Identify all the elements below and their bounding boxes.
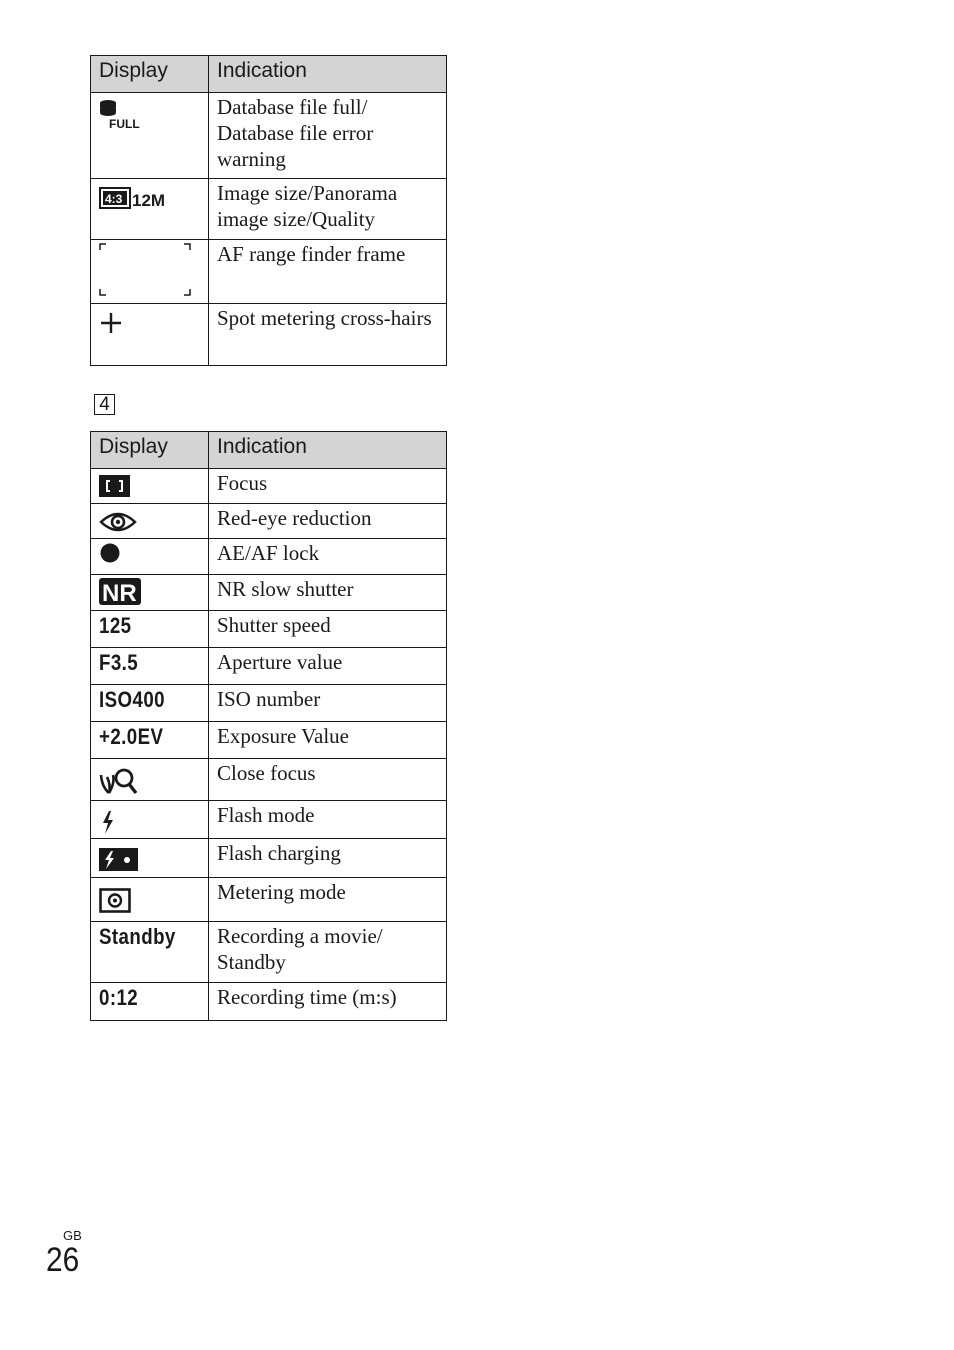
image-size-icon [99,185,169,213]
display-cell [91,648,209,685]
display-cell [91,575,209,611]
display-cell [91,240,209,304]
display-cell [91,722,209,759]
display-cell [91,922,209,983]
spot-metering-crosshair-icon [99,311,123,335]
indication-cell: Flash charging [209,839,447,878]
indication-cell: Image size/Panorama image size/Quality [209,179,447,240]
header-display: Display [91,56,209,93]
database-full-icon [99,99,145,131]
svg-text:12M: 12M [132,191,166,210]
page-number: 26 [46,1241,80,1279]
indication-cell: Spot metering cross-hairs [209,304,447,366]
flash-charging-icon [99,848,139,872]
indication-cell: Red-eye reduction [209,504,447,539]
indication-cell: Shutter speed [209,611,447,648]
table-row [91,648,447,685]
display-cell [91,839,209,878]
region-label: GB [63,1228,82,1243]
indication-cell: Close focus [209,759,447,801]
header-display: Display [91,432,209,469]
exposure-value-readout: +2.0EV [99,724,164,749]
table-row [91,539,447,575]
indication-cell: NR slow shutter [209,575,447,611]
table-row [91,469,447,504]
indication-cell: Exposure Value [209,722,447,759]
flash-icon [100,810,116,836]
table-row [91,839,447,878]
indication-cell: Recording time (m:s) [209,983,447,1021]
indication-cell: AF range finder frame [209,240,447,304]
table-row [91,504,447,539]
indicator-table-2 [90,431,447,1021]
indication-cell: AE/AF lock [209,539,447,575]
display-cell [91,983,209,1021]
indication-cell: Recording a movie/ Standby [209,922,447,983]
indication-cell: Database file full/ Database file error warning [209,93,447,179]
table-row [91,922,447,983]
display-cell [91,878,209,922]
display-cell [91,93,209,179]
display-cell [91,759,209,801]
indicator-table-1 [90,55,447,366]
display-cell [91,179,209,240]
aperture-readout: F3.5 [99,650,139,675]
table-row [91,685,447,722]
shutter-speed-readout: 125 [99,613,132,638]
svg-text:4:3: 4:3 [105,192,123,206]
indication-cell: Aperture value [209,648,447,685]
display-cell [91,611,209,648]
indication-cell: ISO number [209,685,447,722]
table-row [91,179,447,240]
table-row [91,304,447,366]
metering-mode-icon [99,888,133,914]
nr-icon [99,578,143,606]
recording-status-readout: Standby [99,924,176,949]
red-eye-icon [99,510,137,534]
recording-time-readout: 0:12 [99,985,139,1010]
header-indication: Indication [209,432,447,469]
table-row [91,801,447,839]
display-cell [91,504,209,539]
section-marker: 4 [94,394,115,415]
display-cell [91,304,209,366]
iso-readout: ISO400 [99,687,165,712]
ae-af-lock-dot-icon [100,543,122,565]
indication-cell: Flash mode [209,801,447,839]
af-range-finder-frame-icon [99,243,195,299]
table-row [91,983,447,1021]
display-cell [91,801,209,839]
svg-text:FULL: FULL [109,117,140,131]
table-row [91,759,447,801]
display-cell [91,469,209,504]
header-indication: Indication [209,56,447,93]
indication-cell: Metering mode [209,878,447,922]
table-row [91,575,447,611]
table-row [91,93,447,179]
display-cell [91,685,209,722]
svg-text:NR: NR [102,580,137,606]
display-cell [91,539,209,575]
table-row [91,240,447,304]
table-row [91,611,447,648]
table-row [91,878,447,922]
table-header-row [91,432,447,469]
close-focus-icon [99,765,141,797]
table-header-row [91,56,447,93]
focus-bracket-icon [99,475,131,497]
indication-cell: Focus [209,469,447,504]
table-row [91,722,447,759]
